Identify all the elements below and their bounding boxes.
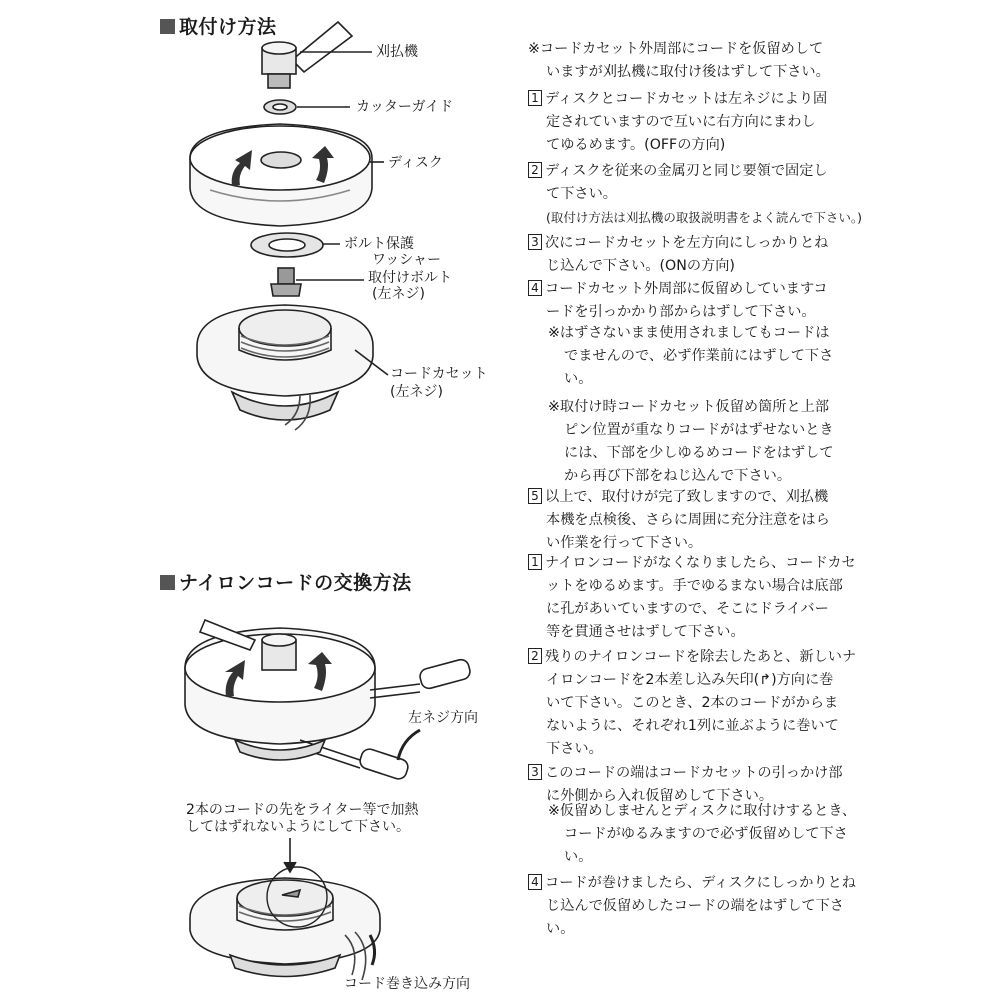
install-intro xyxy=(528,38,968,84)
text-line: ※コードカセット外周部にコードを仮留めして xyxy=(528,41,824,57)
text-line: コードがゆるみますので必ず仮留めして下さ xyxy=(564,826,848,842)
step-number: 3 xyxy=(528,764,542,780)
install-step-1 xyxy=(528,88,968,157)
text-line: コードカセット外周部に仮留めしていますコ xyxy=(545,281,828,297)
text-line: ードを引っかかり部からはずして下さい。 xyxy=(546,304,816,320)
install-step-5 xyxy=(528,486,968,555)
label-cassette-2: (左ネジ) xyxy=(390,384,443,400)
install-note-b xyxy=(548,396,968,488)
install-note-a xyxy=(548,322,968,391)
install-heading xyxy=(160,12,277,39)
text-line: ※取付け時コードカセット仮留め箇所と上部 xyxy=(548,399,830,415)
text-line: に孔があいていますので、そこにドライバー xyxy=(546,601,829,617)
text-line: てゆるめます。(OFFの方向) xyxy=(546,137,726,153)
bolt-washer-illustration xyxy=(251,233,340,257)
text-line: には、下部を少しゆるめコードをはずして xyxy=(564,445,834,461)
label-mower: 刈払機 xyxy=(376,44,418,60)
text-line: 下さい。 xyxy=(546,741,603,757)
install-step-4 xyxy=(528,278,968,324)
replace-note-c xyxy=(548,800,968,869)
text-line: ※はずさないまま使用されましてもコードは xyxy=(548,325,830,341)
text-line: イロンコードを2本差し込み矢印(↱)方向に巻 xyxy=(546,672,834,688)
label-left-direction: 左ネジ方向 xyxy=(408,710,478,726)
mower-shaft-illustration xyxy=(262,22,372,88)
text-line: い作業を行って下さい。 xyxy=(546,535,703,551)
text-line: い。 xyxy=(564,371,593,387)
replace-step-4 xyxy=(528,872,968,941)
text-line: 次にコードカセットを左方向にしっかりとね xyxy=(545,235,829,251)
label-washer-2: ワッシャー xyxy=(372,252,442,268)
text-line: いて下さい。このとき、2本のコードがからま xyxy=(546,695,839,711)
disc-illustration xyxy=(190,124,384,226)
text-line: て下さい。 xyxy=(546,186,617,202)
step-number: 2 xyxy=(528,648,542,664)
winding-cassette-illustration xyxy=(190,867,380,980)
install-step-3 xyxy=(528,232,968,278)
label-cassette-1: コードカセット xyxy=(390,366,488,382)
text-line: 等を貫通させはずして下さい。 xyxy=(546,624,745,640)
step-number: 1 xyxy=(528,554,542,570)
install-heading-text: 取付け方法 xyxy=(179,16,277,38)
step-number: 4 xyxy=(528,874,542,890)
text-line: ナイロンコードがなくなりましたら、コードカセ xyxy=(545,555,856,571)
text-line: ディスクとコードカセットは左ネジにより固 xyxy=(545,91,828,107)
text-line: でませんので、必ず作業前にはずして下さ xyxy=(564,348,834,364)
text-line: 残りのナイロンコードを除去したあと、新しいナ xyxy=(545,649,857,665)
label-cutter-guide: カッターガイド xyxy=(356,99,454,115)
text-line: い。 xyxy=(546,921,575,937)
label-heat-note-1: 2本のコードの先をライター等で加熱 xyxy=(186,802,419,818)
install-step-2 xyxy=(528,160,968,229)
bolt-illustration xyxy=(271,268,364,296)
cord-cassette-illustration xyxy=(197,305,388,430)
heading-square-icon xyxy=(160,575,175,590)
text-line: いますが刈払機に取付け後はずして下さい。 xyxy=(546,64,830,80)
text-line: 本機を点検後、さらに周囲に充分注意をはら xyxy=(546,512,830,528)
replace-disc-illustration xyxy=(185,620,472,781)
replace-heading-text: ナイロンコードの交換方法 xyxy=(179,572,412,594)
text-line: じ込んで仮留めしたコードの端をはずして下さ xyxy=(546,898,844,914)
label-wind-direction: コード巻き込み方向 xyxy=(344,976,470,992)
heading-square-icon xyxy=(160,19,175,34)
text-line: (取付け方法は刈払機の取扱説明書をよく読んで下さい。) xyxy=(546,210,863,225)
step-number: 1 xyxy=(528,90,542,106)
text-line: ないように、それぞれ1列に並ぶように巻いて xyxy=(546,718,839,734)
text-line: ピン位置が重なりコードがはずせないとき xyxy=(564,422,834,438)
label-bolt-2: (左ネジ) xyxy=(372,286,425,302)
text-line: に外側から入れ仮留めして下さい。 xyxy=(546,788,774,804)
replace-step-1 xyxy=(528,552,968,644)
step-number: 5 xyxy=(528,488,542,504)
text-line: ※仮留めしませんとディスクに取付けするとき、 xyxy=(548,803,857,819)
text-line: ディスクを従来の金属刃と同じ要領で固定し xyxy=(545,163,828,179)
text-line: ットをゆるめます。手でゆるまない場合は底部 xyxy=(546,578,843,594)
replace-heading xyxy=(160,568,412,595)
text-line: から再び下部をねじ込んで下さい。 xyxy=(564,468,792,484)
replace-step-2 xyxy=(528,646,968,761)
label-washer-1: ボルト保護 xyxy=(344,236,414,252)
text-line: コードが巻けましたら、ディスクにしっかりとね xyxy=(545,875,856,891)
cutter-guide-illustration xyxy=(264,100,350,114)
step-number: 3 xyxy=(528,234,542,250)
step-number: 4 xyxy=(528,280,542,296)
label-heat-note-2: してはずれないようにして下さい。 xyxy=(186,819,410,835)
label-bolt-1: 取付けボルト xyxy=(368,270,452,286)
text-line: 定されていますので互いに右方向にまわし xyxy=(546,114,816,130)
step-number: 2 xyxy=(528,162,542,178)
text-line: このコードの端はコードカセットの引っかけ部 xyxy=(545,765,843,781)
text-line: い。 xyxy=(564,849,593,865)
label-disc: ディスク xyxy=(388,155,443,171)
text-line: 以上で、取付けが完了致しますので、刈払機 xyxy=(545,489,829,505)
text-line: じ込んで下さい。(ONの方向) xyxy=(546,258,735,274)
